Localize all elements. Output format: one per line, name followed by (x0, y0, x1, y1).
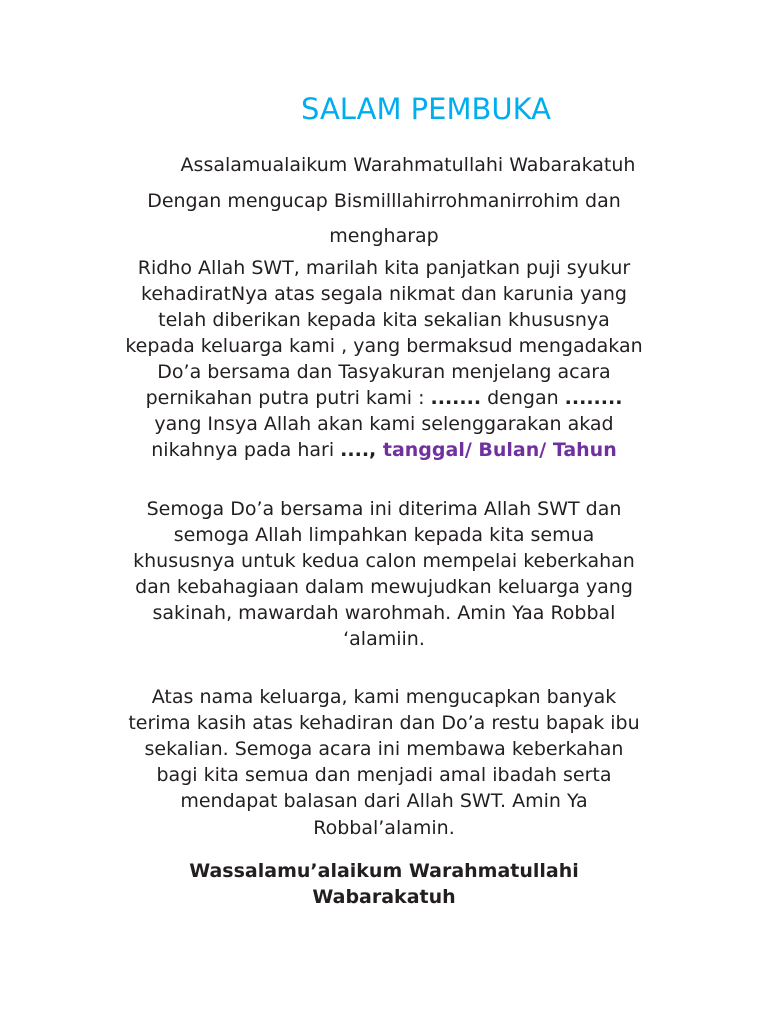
intro-line: mengharap (329, 225, 439, 247)
greeting: Assalamualaikum Warahmatullahi Wabarakatuh (180, 154, 636, 176)
paragraph1-line: kepada keluarga kami , yang bermaksud mengadakan (125, 335, 643, 357)
closing-line: Wassalamu’alaikum Warahmatullahi (189, 860, 579, 882)
paragraph3-line: mendapat balasan dari Allah SWT. Amin Ya (180, 790, 588, 812)
date-placeholder: tanggal/ Bulan/ Tahun (376, 439, 617, 461)
paragraph2-line: sakinah, mawardah warohmah. Amin Yaa Robbal (152, 602, 616, 624)
paragraph2-line: dan kebahagiaan dalam mewujudkan keluarga yang (135, 576, 633, 598)
paragraph3-line: bagi kita semua dan menjadi amal ibadah serta (156, 764, 612, 786)
paragraph3-line: Robbal’alamin. (313, 817, 455, 839)
paragraph3-line: Atas nama keluarga, kami mengucapkan banyak (151, 686, 617, 708)
paragraph1-line (0, 437, 768, 463)
paragraph1-line: Ridho Allah SWT, marilah kita panjatkan puji syukur (137, 257, 631, 279)
placeholder-dots: ....... (430, 387, 482, 409)
paragraph1-line: kehadiratNya atas segala nikmat dan karunia yang (141, 283, 627, 305)
closing-line: Wabarakatuh (312, 886, 456, 908)
paragraph1-line: telah diberikan kepada kita sekalian khususnya (158, 309, 610, 331)
paragraph3-line: terima kasih atas kehadiran dan Do’a restu bapak ibu (128, 712, 640, 734)
text: nikahnya pada hari (151, 439, 341, 461)
paragraph2-line: khususnya untuk kedua calon mempelai keberkahan (133, 550, 635, 572)
text: pernikahan putra putri kami : (145, 387, 431, 409)
placeholder-dots: ........ (564, 387, 623, 409)
paragraph2-line: Semoga Do’a bersama ini diterima Allah SWT dan (146, 498, 622, 520)
placeholder-dots: ...., (340, 439, 377, 461)
intro-line: Dengan mengucap Bismilllahirrohmanirrohim dan (147, 190, 621, 212)
paragraph1-line: yang Insya Allah akan kami selenggarakan akad (154, 413, 614, 435)
paragraph2-line: semoga Allah limpahkan kepada kita semua (173, 524, 595, 546)
paragraph1-line: Do’a bersama dan Tasyakuran menjelang acara (157, 361, 611, 383)
paragraph3-line: sekalian. Semoga acara ini membawa keberkahan (144, 738, 624, 760)
page-title: SALAM PEMBUKA (301, 92, 551, 126)
text: dengan (481, 387, 565, 409)
paragraph2-line: ‘alamiin. (343, 628, 425, 650)
paragraph1-line (0, 385, 768, 411)
